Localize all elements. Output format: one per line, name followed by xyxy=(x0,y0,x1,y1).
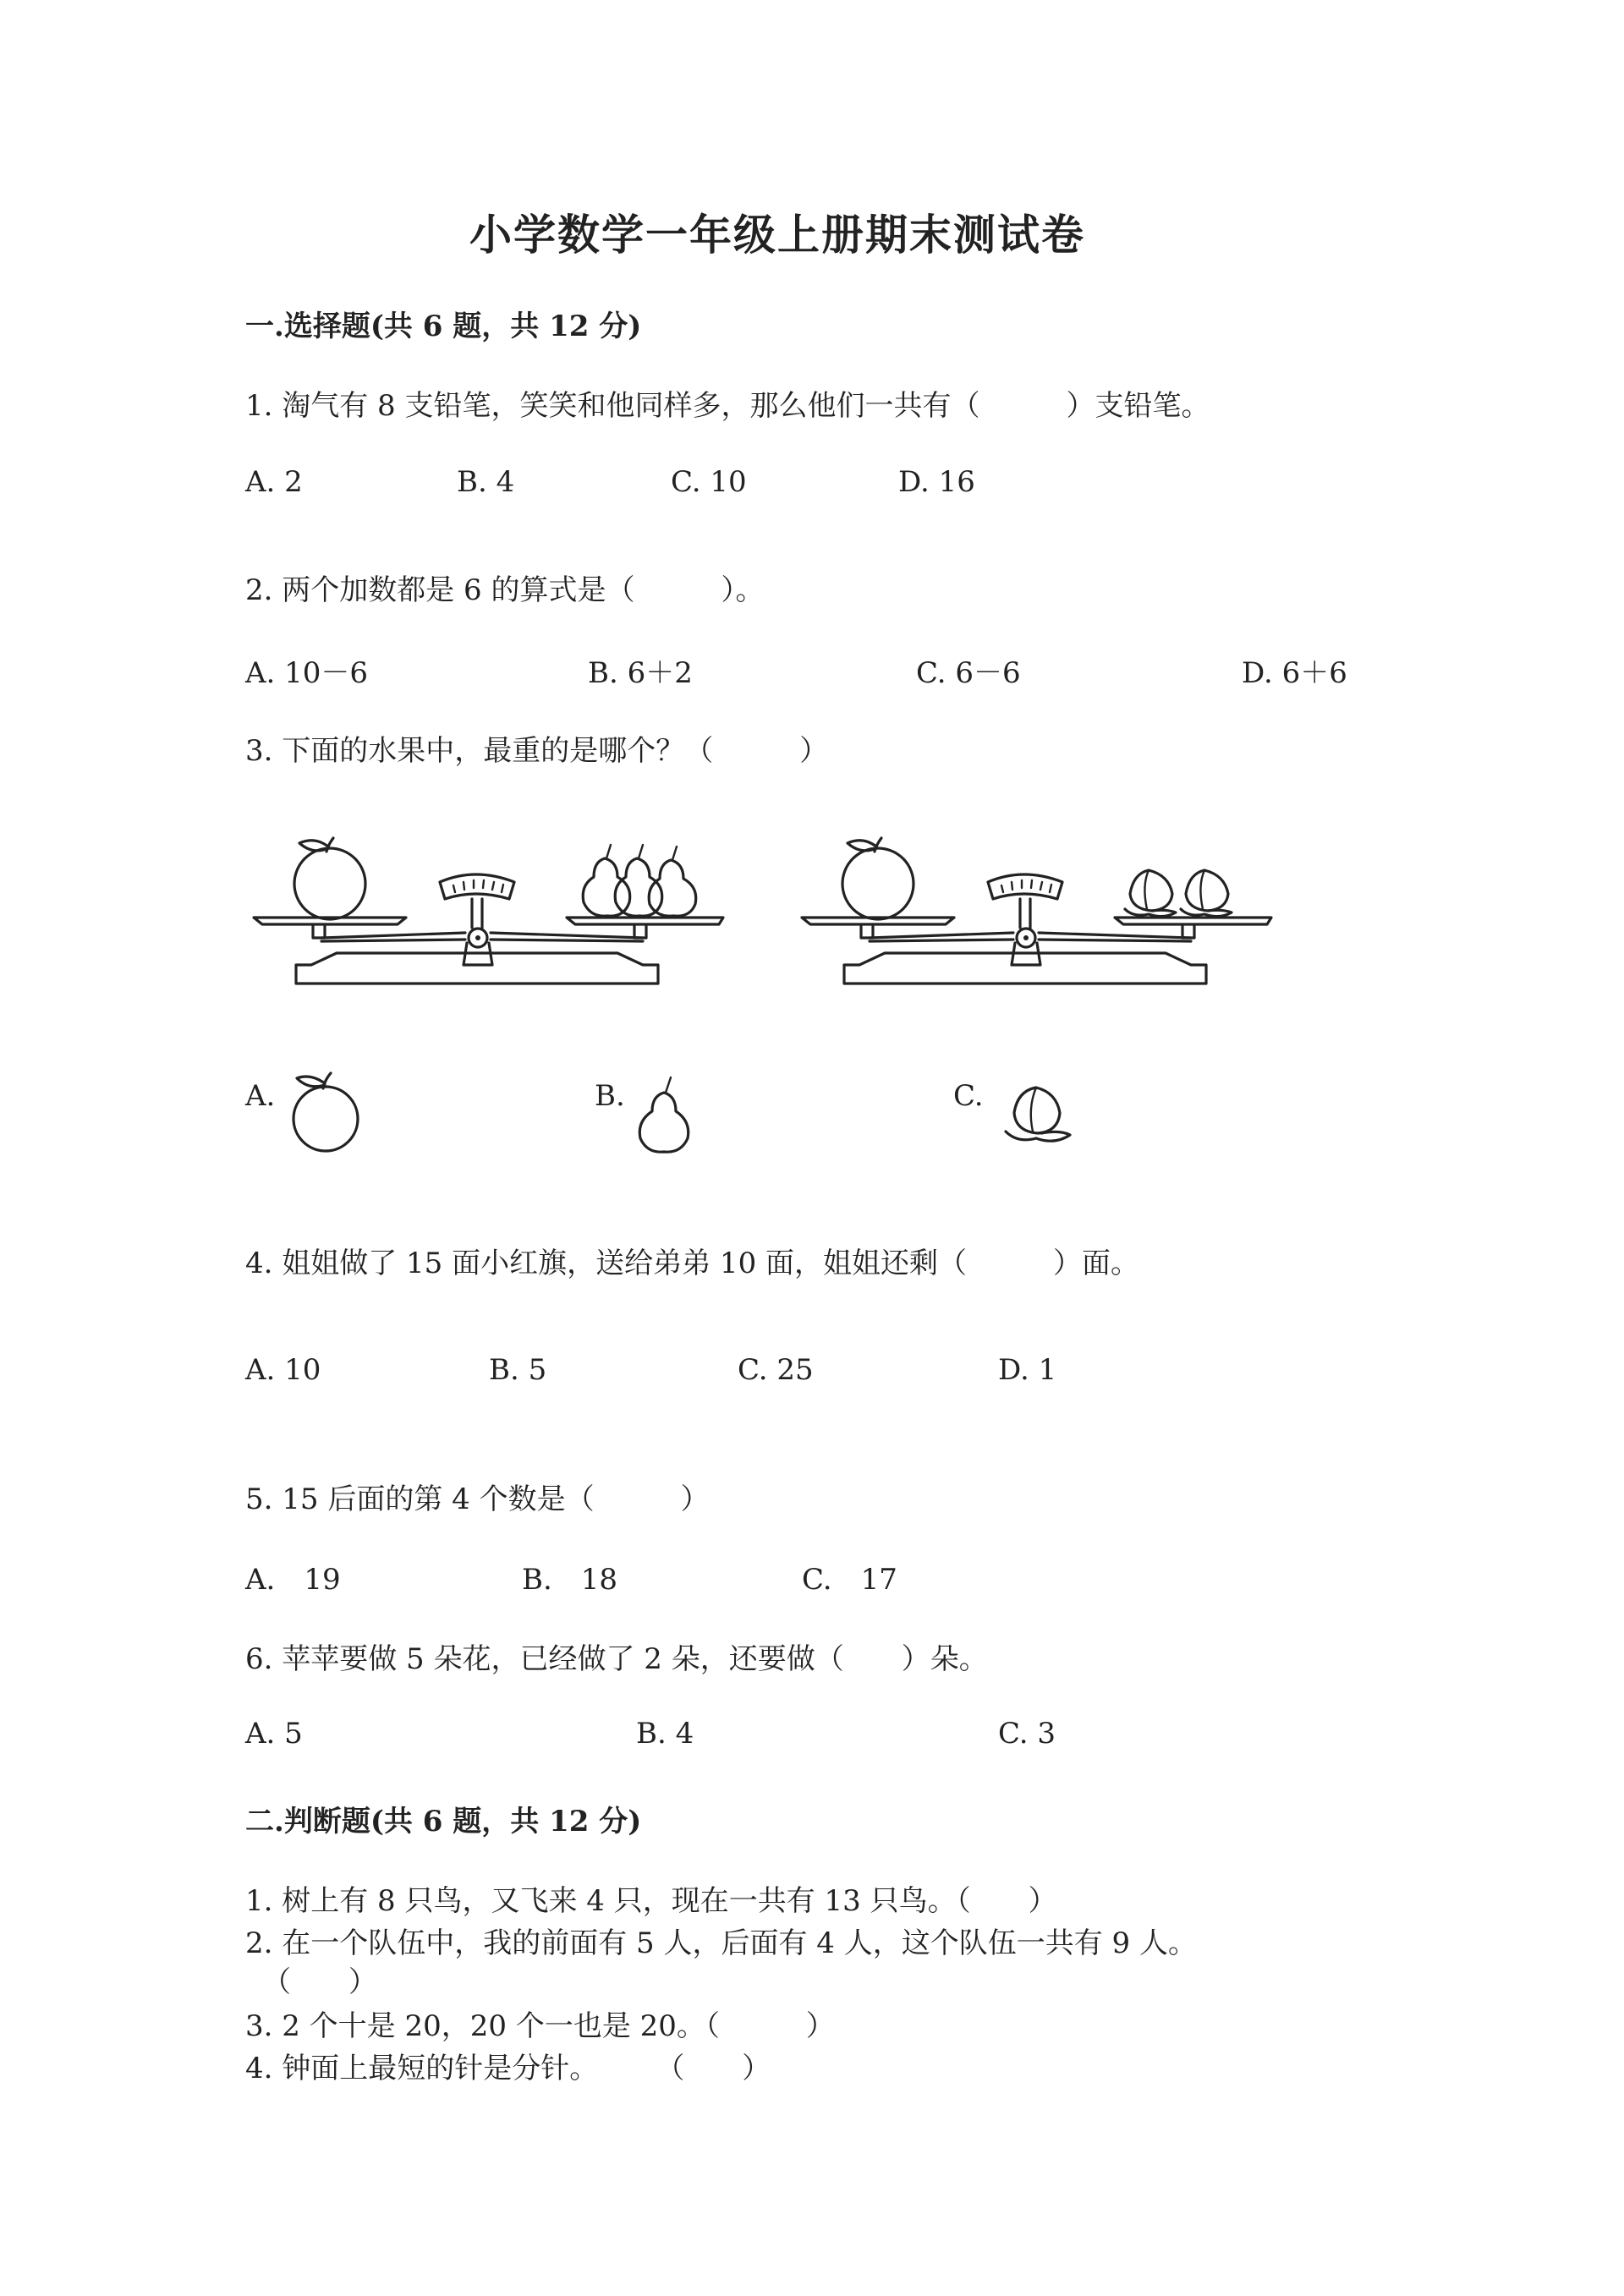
option-1b: B. 4 xyxy=(457,465,515,499)
pear-icon xyxy=(630,1072,698,1157)
peach-icon xyxy=(1181,870,1232,917)
option-3a: A. xyxy=(245,1079,276,1113)
balance-scale-apple-peaches xyxy=(793,833,1267,1002)
apple-icon xyxy=(842,838,914,919)
option-5c: C. 17 xyxy=(802,1563,897,1597)
page-title: 小学数学一年级上册期末测试卷 xyxy=(469,210,1085,260)
question-6: 6. 苹苹要做 5 朵花，已经做了 2 朵，还要做（ ）朵。 xyxy=(245,1642,988,1676)
judgment-item-1: 1. 树上有 8 只鸟，又飞来 4 只，现在一共有 13 只鸟。（ ） xyxy=(245,1884,1057,1918)
option-4d: D. 1 xyxy=(998,1353,1057,1387)
option-2a: A. 10－6 xyxy=(245,656,369,690)
section-heading-choice: 一.选择题(共 6 题，共 12 分) xyxy=(245,310,642,343)
peach-icon xyxy=(994,1084,1078,1152)
judgment-item-2: 2. 在一个队伍中，我的前面有 5 人，后面有 4 人，这个队伍一共有 9 人。 xyxy=(245,1926,1197,1960)
option-4c: C. 25 xyxy=(738,1353,814,1387)
option-5a: A. 19 xyxy=(245,1563,341,1597)
option-1c: C. 10 xyxy=(671,465,747,499)
apple-icon xyxy=(294,838,365,919)
option-6b: B. 4 xyxy=(636,1717,694,1751)
judgment-item-3: 3. 2 个十是 20，20 个一也是 20。（ ） xyxy=(245,2009,835,2043)
question-3: 3. 下面的水果中，最重的是哪个？（ ） xyxy=(245,734,829,768)
pear-icon xyxy=(615,845,662,916)
apple-icon xyxy=(283,1070,368,1154)
question-1: 1. 淘气有 8 支铅笔，笑笑和他同样多，那么他们一共有（ ）支铅笔。 xyxy=(245,389,1210,423)
option-4b: B. 5 xyxy=(489,1353,547,1387)
option-5b: B. 18 xyxy=(522,1563,618,1597)
pear-icon xyxy=(649,847,696,916)
peach-icon xyxy=(1125,870,1176,917)
judgment-item-2-blank: （ ） xyxy=(262,1965,377,1999)
balance-scale-apple-pears xyxy=(245,833,719,1002)
question-4: 4. 姐姐做了 15 面小红旗，送给弟弟 10 面，姐姐还剩（ ）面。 xyxy=(245,1247,1140,1280)
option-2b: B. 6＋2 xyxy=(588,656,693,690)
question-2: 2. 两个加数都是 6 的算式是（ ）。 xyxy=(245,573,765,607)
question-5: 5. 15 后面的第 4 个数是（ ） xyxy=(245,1482,710,1516)
option-2d: D. 6＋6 xyxy=(1242,656,1347,690)
option-1a: A. 2 xyxy=(245,465,303,499)
option-1d: D. 16 xyxy=(898,465,975,499)
judgment-item-4: 4. 钟面上最短的针是分针。 （ ） xyxy=(245,2052,771,2085)
option-6a: A. 5 xyxy=(245,1717,303,1751)
option-2c: C. 6－6 xyxy=(916,656,1021,690)
option-6c: C. 3 xyxy=(998,1717,1056,1751)
option-4a: A. 10 xyxy=(245,1353,321,1387)
option-3b: B. xyxy=(595,1079,625,1113)
option-3c: C. xyxy=(953,1079,984,1113)
section-heading-judgment: 二.判断题(共 6 题，共 12 分) xyxy=(245,1805,642,1838)
